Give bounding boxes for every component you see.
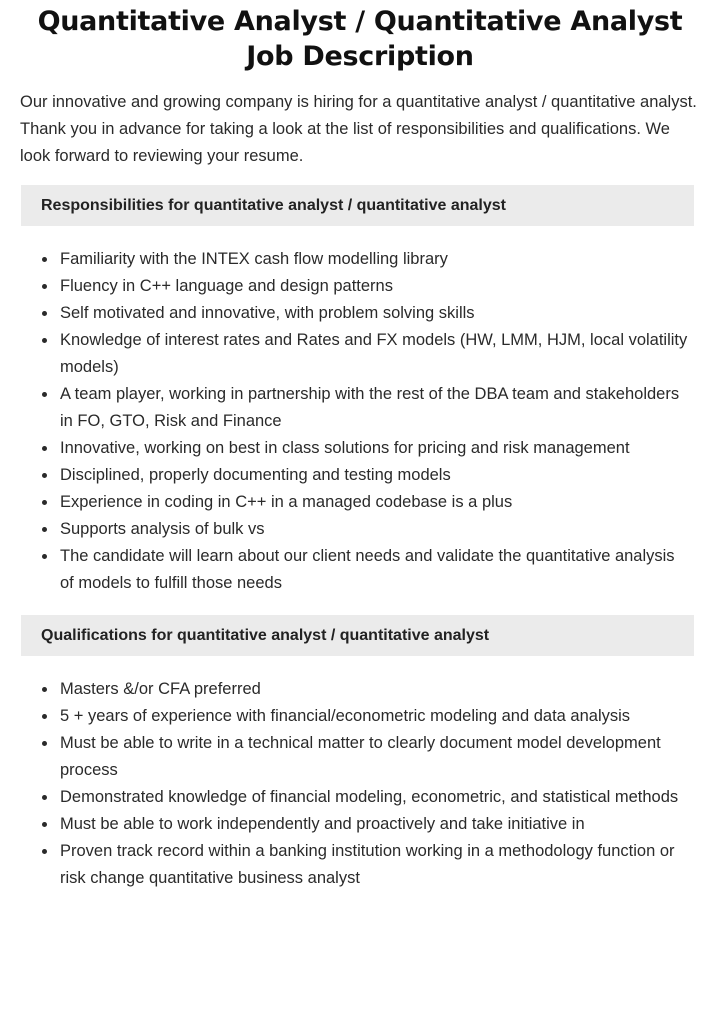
list-item [0,300,720,327]
bullet-icon [42,446,47,451]
list-item-text: The candidate will learn about our client needs and validate the quantitative analysis of models to fulfill those needs [60,547,675,592]
page-title-line-1: Quantitative Analyst / Quantitative Analyst [37,6,683,37]
bullet-icon [42,257,47,262]
responsibilities-heading: Responsibilities for quantitative analyst / quantitative analyst [21,185,694,226]
list-item-text: Experience in coding in C++ in a managed codebase is a plus [60,493,513,511]
bullet-icon [42,554,47,559]
page-title [0,0,720,74]
list-item [0,462,720,489]
intro-paragraph: Our innovative and growing company is hiring for a quantitative analyst / quantitative analyst. Thank you in advance for taking a look at the list of responsibilities and qualifications. We look forward to reviewing your resume. [20,93,697,165]
bullet-icon [42,338,47,343]
list-item-text: Disciplined, properly documenting and testing models [60,466,451,484]
list-item [0,784,720,811]
bullet-icon [42,849,47,854]
list-item [0,246,720,273]
bullet-icon [42,687,47,692]
bullet-icon [42,284,47,289]
list-item-text: A team player, working in partnership with the rest of the DBA team and stakeholders in FO, GTO, Risk and Finance [60,385,680,430]
list-item-text: Innovative, working on best in class solutions for pricing and risk management [60,439,630,457]
bullet-icon [42,714,47,719]
bullet-icon [42,473,47,478]
list-item [0,435,720,462]
list-item-text: 5 + years of experience with financial/econometric modeling and data analysis [60,707,631,725]
bullet-icon [42,392,47,397]
list-item-text: Self motivated and innovative, with problem solving skills [60,304,475,322]
bullet-icon [42,311,47,316]
list-item-text: Knowledge of interest rates and Rates and FX models (HW, LMM, HJM, local volatility models) [60,331,688,376]
list-item-text: Must be able to write in a technical matter to clearly document model development process [60,734,661,779]
list-item-text: Proven track record within a banking institution working in a methodology function or risk change quantitative business analyst [60,842,675,887]
list-item [0,703,720,730]
list-item-text: Masters &/or CFA preferred [60,680,261,698]
list-item-text: Fluency in C++ language and design patterns [60,277,393,295]
list-item [0,838,720,892]
qualifications-heading: Qualifications for quantitative analyst / quantitative analyst [21,615,694,656]
bullet-icon [42,527,47,532]
list-item-text: Supports analysis of bulk vs [60,520,265,538]
list-item-text: Must be able to work independently and proactively and take initiative in [60,815,585,833]
qualifications-list [0,676,720,892]
list-item [0,381,720,435]
bullet-icon [42,795,47,800]
list-item [0,273,720,300]
bullet-icon [42,741,47,746]
bullet-icon [42,822,47,827]
list-item [0,811,720,838]
list-item [0,327,720,381]
list-item [0,489,720,516]
list-item-text: Familiarity with the INTEX cash flow modelling library [60,250,448,268]
list-item [0,676,720,703]
list-item [0,516,720,543]
list-item [0,730,720,784]
list-item [0,543,720,597]
list-item-text: Demonstrated knowledge of financial modeling, econometric, and statistical methods [60,788,679,806]
page-title-line-2: Job Description [246,41,474,72]
responsibilities-list [0,246,720,597]
bullet-icon [42,500,47,505]
